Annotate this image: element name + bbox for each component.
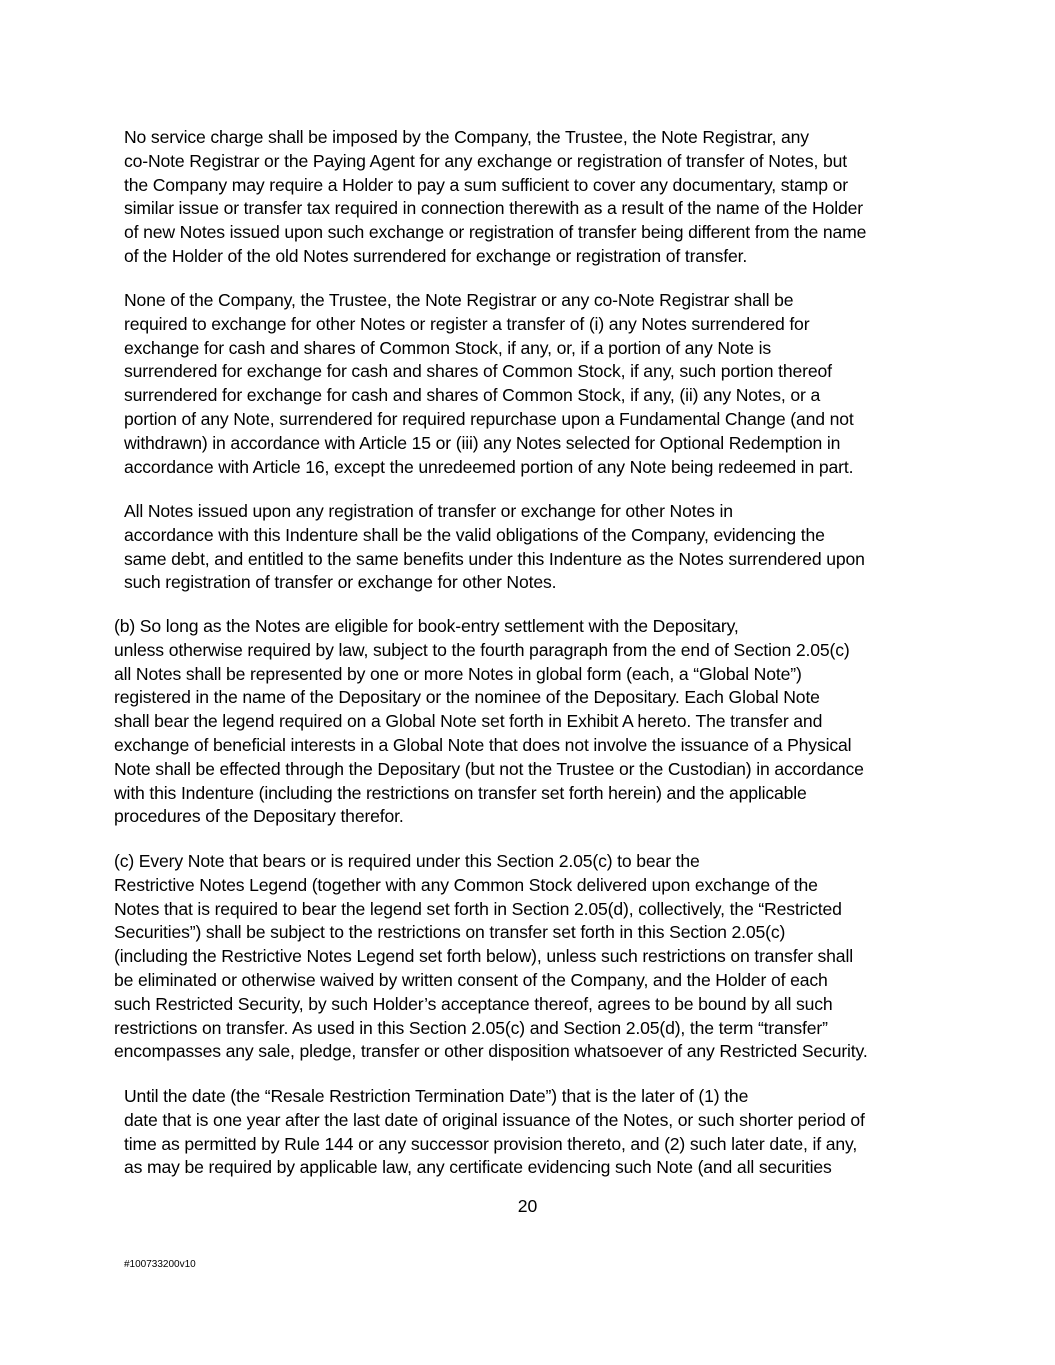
document-id: #100733200v10 xyxy=(124,1259,196,1270)
paragraph-service-charge: No service charge shall be imposed by the Company, the Trustee, the Note Registrar, any co-Note Registrar or the Paying Agent for any exchange or registration of transfer of Notes, but the Company may require a Holder to pay a sum sufficient to cover any documentary, stamp or similar issue or transfer tax required in connection therewith as a result of the name of the Holder of new Notes issued upon such exchange or registration of transfer being different from the name of the Holder of the old Notes surrendered for exchange or registration of transfer. xyxy=(124,127,867,266)
paragraph-valid-obligations: All Notes issued upon any registration of transfer or exchange for other Notes in accordance with this Indenture shall be the valid obligations of the Company, evidencing the same debt, and entitled to the same benefits under this Indenture as the Notes surrendered upon such registration of transfer or exchange for other Notes. xyxy=(124,501,865,593)
paragraph-exchange-restrictions: None of the Company, the Trustee, the Note Registrar or any co-Note Registrar shall be required to exchange for other Notes or register a transfer of (i) any Notes surrendered for exchange for cash and shares of Common Stock, if any, or, if a portion of any Note is surrendered for exchange for cash and shares of Common Stock, if any, such portion thereof surrendered for exchange for cash and shares of Common Stock, if any, (ii) any Notes, or a portion of any Note, surrendered for required repurchase upon a Fundamental Change (and not withdrawn) in accordance with Article 15 or (iii) any Notes selected for Optional Redemption in accordance with Article 16, except the unredeemed portion of any Note being redeemed in part. xyxy=(124,290,854,477)
paragraph-resale-restriction: Until the date (the “Resale Restriction Termination Date”) that is the later of (1) the date that is one year after the last date of original issuance of the Notes, or such shorter period of time as permitted by Rule 144 or any successor provision thereto, and (2) such later date, if any, as may be required by applicable law, any certificate evidencing such Note (and all securities xyxy=(124,1086,865,1178)
paragraph-global-notes: (b) So long as the Notes are eligible for book-entry settlement with the Depositary, unless otherwise required by law, subject to the fourth paragraph from the end of Section 2.05(c) all Notes shall be represented by one or more Notes in global form (each, a “Global Note”) registered in the name of the Depositary or the nominee of the Depositary. Each Global Note shall bear the legend required on a Global Note set forth in Exhibit A hereto. The transfer and exchange of beneficial interests in a Global Note that does not involve the issuance of a Physical Note shall be effected through the Depositary (but not the Trustee or the Custodian) in accordance with this Indenture (including the restrictions on transfer set forth herein) and the applicable procedures of the Depositary therefor. xyxy=(114,616,864,827)
page-number: 20 xyxy=(517,1196,538,1216)
paragraph-restricted-securities: (c) Every Note that bears or is required under this Section 2.05(c) to bear the Restrictive Notes Legend (together with any Common Stock delivered upon exchange of the Notes that is required to bear the legend set forth in Section 2.05(d), collectively, the “Restricted Securities”) shall be subject to the restrictions on transfer set forth in this Section 2.05(c) (including the Restrictive Notes Legend set forth below), unless such restrictions on transfer shall be eliminated or otherwise waived by written consent of the Company, and the Holder of each such Restricted Security, by such Holder’s acceptance thereof, agrees to be bound by all such restrictions on transfer. As used in this Section 2.05(c) and Section 2.05(d), the term “transfer” encompasses any sale, pledge, transfer or other disposition whatsoever of any Restricted Security. xyxy=(114,851,868,1062)
